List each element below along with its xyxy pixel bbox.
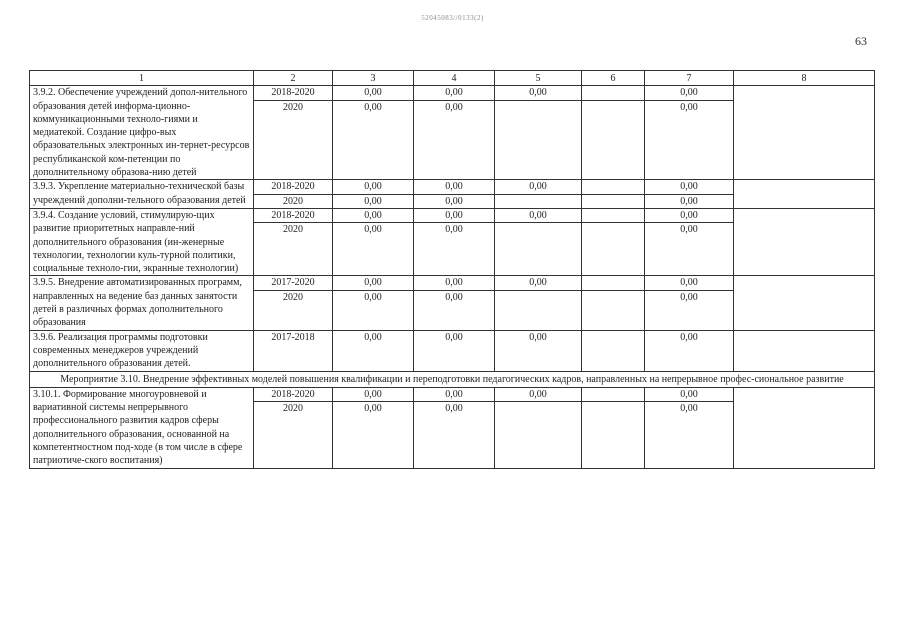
value-cell: 0,00 — [680, 331, 698, 343]
col-4-cell — [414, 276, 495, 330]
col-6-cell — [582, 276, 645, 330]
activity-name: 3.9.2. Обеспечение учреждений допол-нительного образования детей информа-ционно-коммуникационными техноло-гиями и медиатекой. Создание цифро-вых образовательных электронных ин-тернет-ресурсов республиканской ком-петенции по дополнительному образова-нию детей — [30, 86, 254, 180]
value-cell — [584, 276, 642, 289]
value-cell: 2020 — [253, 401, 333, 415]
col-6-cell — [582, 180, 645, 209]
col-4-cell — [414, 387, 495, 468]
value-cell: 0,00 — [529, 331, 547, 343]
value-cell: 0,00 — [680, 388, 698, 400]
value-cell: 0,00 — [413, 222, 495, 236]
value-cell: 0,00 — [445, 388, 463, 400]
col-header-1: 1 — [30, 71, 254, 86]
value-cell: 0,00 — [644, 222, 734, 236]
value-cell: 0,00 — [332, 222, 414, 236]
table-row — [30, 387, 875, 468]
value-cell — [494, 222, 582, 236]
col-8-cell — [734, 387, 875, 468]
value-cell: 0,00 — [644, 401, 734, 415]
budget-table — [29, 70, 875, 469]
col-header-6: 6 — [582, 71, 645, 86]
value-cell — [581, 222, 645, 236]
activity-name: 3.9.5. Внедрение автоматизированных программ, направленных на ведение баз данных занятости детей в различных формах дополнительного образования — [30, 276, 254, 330]
value-cell: 0,00 — [332, 100, 414, 114]
col-4-cell — [414, 180, 495, 209]
value-cell: 0,00 — [445, 87, 463, 99]
value-cell: 0,00 — [680, 277, 698, 289]
value-cell — [584, 180, 642, 193]
value-cell: 0,00 — [680, 181, 698, 193]
col-7-cell — [645, 330, 734, 371]
col-5-cell — [495, 208, 582, 275]
col-6-cell — [582, 330, 645, 371]
col-header-2: 2 — [254, 71, 333, 86]
col-7-cell — [645, 86, 734, 180]
value-cell: 0,00 — [413, 290, 495, 304]
value-cell: 0,00 — [364, 209, 382, 221]
col-8-cell — [734, 86, 875, 180]
value-cell: 0,00 — [644, 194, 734, 208]
value-cell: 2018-2020 — [271, 181, 315, 193]
value-cell: 0,00 — [529, 209, 547, 221]
value-cell: 2020 — [253, 222, 333, 236]
value-cell — [494, 100, 582, 114]
col-3-cell — [333, 86, 414, 180]
activity-name: 3.9.3. Укрепление материально-технической базы учреждений дополни-тельного образования детей — [30, 180, 254, 209]
col-4-cell — [414, 208, 495, 275]
value-cell: 0,00 — [529, 181, 547, 193]
col-header-7: 7 — [645, 71, 734, 86]
value-cell — [581, 194, 645, 208]
activity-name: 3.10.1. Формирование многоуровневой и вариативной системы непрерывного профессионального развития кадров сферы дополнительного образования, основанной на компетентностном под-ходе (в том числе в сфере патриотиче-ского воспитания) — [30, 387, 254, 468]
col-5-cell — [495, 276, 582, 330]
value-cell: 0,00 — [445, 209, 463, 221]
col-header-8: 8 — [734, 71, 875, 86]
value-cell: 0,00 — [413, 194, 495, 208]
value-cell — [581, 100, 645, 114]
value-cell: 0,00 — [332, 290, 414, 304]
column-number-row — [30, 71, 875, 86]
value-cell: 0,00 — [332, 194, 414, 208]
col-2-cell — [254, 387, 333, 468]
value-cell — [581, 290, 645, 304]
col-5-cell — [495, 86, 582, 180]
col-5-cell — [495, 330, 582, 371]
value-cell — [584, 86, 642, 99]
table-row — [30, 208, 875, 275]
value-cell: 2017-2018 — [271, 331, 315, 343]
value-cell — [584, 331, 642, 344]
event-title: Мероприятие 3.10. Внедрение эффективных моделей повышения квалификации и переподготовки педагогических кадров, направленных на непрерывное профес-сиональное развитие — [30, 371, 875, 387]
col-3-cell — [333, 276, 414, 330]
value-cell: 0,00 — [644, 100, 734, 114]
table-row — [30, 330, 875, 371]
col-5-cell — [495, 387, 582, 468]
col-7-cell — [645, 276, 734, 330]
value-cell: 0,00 — [529, 388, 547, 400]
col-6-cell — [582, 208, 645, 275]
col-2-cell — [254, 208, 333, 275]
col-3-cell — [333, 208, 414, 275]
table-row — [30, 276, 875, 330]
document-code: 52045083//0133(2) — [421, 14, 484, 22]
value-cell: 0,00 — [364, 388, 382, 400]
value-cell — [581, 401, 645, 415]
event-row — [30, 371, 875, 387]
value-cell: 0,00 — [445, 331, 463, 343]
col-2-cell — [254, 330, 333, 371]
col-2-cell — [254, 276, 333, 330]
page-number: 63 — [855, 34, 867, 48]
activity-name: 3.9.4. Создание условий, стимулирую-щих развитие приоритетных направле-ний дополнительного образования (ин-женерные технологии, технологии куль-турной политики, социальные техноло-гии, экранные технологии) — [30, 208, 254, 275]
col-7-cell — [645, 208, 734, 275]
activity-name: 3.9.6. Реализация программы подготовки современных менеджеров учреждений дополнительного образования детей. — [30, 330, 254, 371]
col-3-cell — [333, 180, 414, 209]
value-cell: 0,00 — [413, 401, 495, 415]
value-cell: 2017-2020 — [271, 277, 315, 289]
col-8-cell — [734, 208, 875, 275]
table-row — [30, 86, 875, 180]
table-body — [30, 86, 875, 468]
value-cell — [494, 194, 582, 208]
value-cell: 0,00 — [529, 277, 547, 289]
value-cell: 0,00 — [644, 290, 734, 304]
value-cell: 0,00 — [364, 277, 382, 289]
value-cell: 0,00 — [364, 181, 382, 193]
col-7-cell — [645, 180, 734, 209]
col-6-cell — [582, 86, 645, 180]
value-cell: 2018-2020 — [271, 388, 315, 400]
value-cell: 0,00 — [445, 277, 463, 289]
value-cell: 0,00 — [529, 87, 547, 99]
value-cell: 2018-2020 — [271, 209, 315, 221]
value-cell: 2020 — [253, 194, 333, 208]
col-header-5: 5 — [495, 71, 582, 86]
col-2-cell — [254, 86, 333, 180]
value-cell — [584, 388, 642, 401]
col-7-cell — [645, 387, 734, 468]
value-cell: 0,00 — [364, 87, 382, 99]
col-4-cell — [414, 330, 495, 371]
col-2-cell — [254, 180, 333, 209]
col-4-cell — [414, 86, 495, 180]
value-cell: 2018-2020 — [271, 87, 315, 99]
col-5-cell — [495, 180, 582, 209]
value-cell: 0,00 — [413, 100, 495, 114]
col-3-cell — [333, 330, 414, 371]
value-cell — [494, 401, 582, 415]
col-8-cell — [734, 276, 875, 330]
value-cell — [584, 209, 642, 222]
col-3-cell — [333, 387, 414, 468]
value-cell: 0,00 — [680, 209, 698, 221]
table-row — [30, 180, 875, 209]
value-cell: 2020 — [253, 290, 333, 304]
value-cell: 0,00 — [364, 331, 382, 343]
col-8-cell — [734, 330, 875, 371]
value-cell — [494, 290, 582, 304]
col-header-3: 3 — [333, 71, 414, 86]
value-cell: 0,00 — [680, 87, 698, 99]
col-header-4: 4 — [414, 71, 495, 86]
value-cell: 0,00 — [445, 181, 463, 193]
value-cell: 2020 — [253, 100, 333, 114]
col-8-cell — [734, 180, 875, 209]
value-cell: 0,00 — [332, 401, 414, 415]
col-6-cell — [582, 387, 645, 468]
